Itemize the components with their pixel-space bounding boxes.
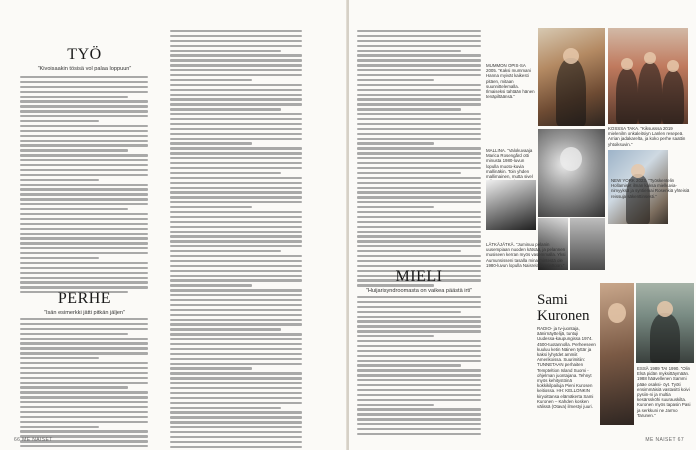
body-text-mind [357, 296, 481, 435]
left-page [0, 0, 347, 450]
caption-model: MALLINA. ”Valokuvaaja Marica Rosengård otti minusta 1980-luvun lopulla muoto-kuvia mallinäkin. Toin yhden mallimainen, mutta sivel [486, 148, 533, 180]
photo-family-group [608, 28, 688, 124]
body-text-col3 [357, 30, 481, 287]
caption-bio: RADIO- ja tv-juontaja, äänirnäyttelijä, tuntuji Uudessa-kaupungissa 1974. 4500-tuotannolla. Perheeseen kuuluu ketin Näinen tyttär ja kaksi lyhytdet ammiit Amerikoissa. Suurimitiin: TUNNETAAN perhaiten Tempteltion Island Suomi -ohjelman juontajana. Tehnyt myös kehitystöinä kokkikilpailuja Pieni Kurosen keitiossa. HH: KELLONKIN kiryoittansa elämäkerta Sami Kuronen – Kahden kosken välissä (Otava) ilmestyi juuri. [537, 326, 596, 410]
section-quote-mind: ”Huijarisyndroomasta on vaikea päästä irti” [365, 288, 473, 294]
photo-hockey-bw-3 [570, 218, 605, 270]
caption-new-york: NEW YORK 2023. ”Työskentelin Hollamiset ilman kaksa mielkuvia-nimyyksä ja syntiemai Rosenkiä yhteisiä reissuja säkenttinsesti.” [611, 178, 690, 199]
page-folio-left: 66 ME NAISET [14, 437, 53, 443]
photo-model-bw [538, 129, 605, 217]
caption-hockey: LÄTKÄJÄTKÄ. ”Juminuu pelanin uusempiaan nuoden kätsää, ja pelannen musiseen kerran myös vasemmalla. Yksi Aumunsisseni tasalla mina mintestä ole 1980-luvun lopulla Naisrelationalettoon.” [486, 242, 566, 268]
profile-name-line2: Kuronen [537, 308, 590, 324]
profile-name-line1: Sami [537, 292, 568, 308]
section-work-heading [18, 46, 151, 72]
photo-hockey-bw-1 [486, 180, 536, 230]
section-title-work: TYÖ [67, 46, 102, 63]
section-mind-heading [357, 268, 481, 294]
photo-portrait-right [636, 283, 694, 363]
caption-family: KOSSSA TAKA. ”Kiksusssa 2019 mielenilm onkaleitsiyn Lanlen resepeä. Arrian jadakarelta, ja koko perhe saattin yhtoiksuvin.” [608, 126, 686, 147]
body-text-work-col1 [20, 76, 148, 293]
section-quote-family: ”Isän esimerkki jätti pitkän jäljen” [44, 310, 125, 316]
photo-portrait-left [600, 283, 634, 425]
section-quote-work: ”Kivoisaakin tösisä vol palaa loppuun” [37, 66, 132, 72]
caption-essay: ESSÄ 1989 TAI 1990. ”Olin Elsä pidän myksittäymään. 1988 häävellenen Sammi pääe osaksi- öyt. Työti ensimmäisiä vastasitti koivi pysiin-ni ja multia kesärssköhi suurauskilta. Kuronen myös tapasin Pasi ja serkkuni ne Jarmo Tarunen.” [637, 366, 691, 418]
section-family-heading [18, 290, 151, 316]
section-title-mind: MIELI [395, 268, 443, 285]
body-text-col2 [170, 30, 302, 450]
caption-grandma: MUMMON OPIS-SA 2005. ”Kaksi mummani Hanna myivät kaikesti pitäen, mitaan suunnittelemalla. Ilmaiseksi tahtään hänen tenäpiltäänsä.” [486, 63, 535, 100]
section-title-family: PERHE [57, 290, 112, 307]
body-text-family-col1 [20, 318, 148, 450]
photo-grandma [538, 28, 605, 126]
page-folio-right: ME NAISET 67 [645, 437, 684, 443]
right-page [349, 0, 696, 450]
